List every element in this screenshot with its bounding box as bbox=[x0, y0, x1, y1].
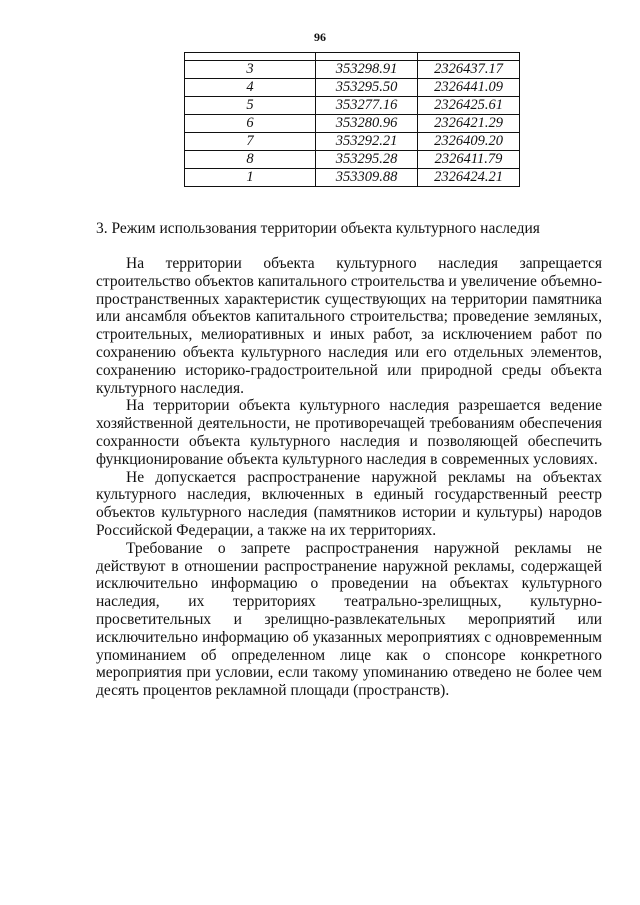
table-row bbox=[185, 53, 520, 61]
point-number-cell: 6 bbox=[185, 115, 316, 133]
y-coordinate-cell: 2326437.17 bbox=[418, 61, 520, 79]
point-number-cell: 7 bbox=[185, 133, 316, 151]
paragraph-restrictions: На территории объекта культурного наследия запрещается строительство объектов капитального строительства и увеличение объемно-пространственных характеристик существующих на территории памятника или ансамбля объектов капитального строительства; проведение земляных, строительных, мелиоративных и иных работ, за исключением работ по сохранению объекта культурного наследия или его отдельных элементов, сохранению историко-градостроительной или природной среды объекта культурного наследия. bbox=[96, 255, 602, 397]
table-row bbox=[185, 133, 520, 151]
point-number-cell: 4 bbox=[185, 79, 316, 97]
x-coordinate-cell: 353292.21 bbox=[316, 133, 418, 151]
point-number-cell: 5 bbox=[185, 97, 316, 115]
x-coordinate-cell: 353295.28 bbox=[316, 151, 418, 169]
table-row bbox=[185, 169, 520, 187]
point-number-cell: 3 bbox=[185, 61, 316, 79]
paragraph-advertising-ban: Не допускается распространение наружной рекламы на объектах культурного наследия, включенных в единый государственный реестр объектов культурного наследия (памятников истории и культуры) народов Российской Федерации, а также на их территориях. bbox=[96, 468, 602, 539]
table-row bbox=[185, 115, 520, 133]
point-number-cell: 1 bbox=[185, 169, 316, 187]
point-number-cell: 8 bbox=[185, 151, 316, 169]
y-coordinate-cell: 2326409.20 bbox=[418, 133, 520, 151]
page-number: 96 bbox=[314, 30, 326, 44]
y-coordinate-cell: 2326424.21 bbox=[418, 169, 520, 187]
paragraph-advertising-exception: Требование о запрете распространения наружной рекламы не действуют в отношении распространение наружной рекламы, содержащей исключительно информацию о проведении на объектах культурного наследия, их территориях театрально-зрелищных, культурно-просветительных и зрелищно-развлекательных мероприятий или исключительно информацию об указанных мероприятиях с одновременным упоминанием об определенном лице как о спонсоре конкретного мероприятия при условии, если такому упоминанию отведено не более чем десять процентов рекламной площади (пространств). bbox=[96, 539, 602, 700]
coordinates-table bbox=[184, 52, 520, 187]
x-coordinate-cell: 353298.91 bbox=[316, 61, 418, 79]
y-coordinate-cell: 2326425.61 bbox=[418, 97, 520, 115]
y-coordinate-cell: 2326421.29 bbox=[418, 115, 520, 133]
table-row bbox=[185, 79, 520, 97]
paragraph-permitted-activity: На территории объекта культурного наследия разрешается ведение хозяйственной деятельности, не противоречащей требованиям обеспечения сохранности объекта культурного наследия и позволяющей обеспечить функционирование объекта культурного наследия в современных условиях. bbox=[96, 397, 602, 468]
x-coordinate-cell: 353295.50 bbox=[316, 79, 418, 97]
x-coordinate-cell: 353280.96 bbox=[316, 115, 418, 133]
x-coordinate-cell bbox=[316, 53, 418, 61]
y-coordinate-cell: 2326441.09 bbox=[418, 79, 520, 97]
section-body bbox=[96, 255, 602, 700]
y-coordinate-cell bbox=[418, 53, 520, 61]
table-row bbox=[185, 151, 520, 169]
x-coordinate-cell: 353277.16 bbox=[316, 97, 418, 115]
table-row bbox=[185, 61, 520, 79]
x-coordinate-cell: 353309.88 bbox=[316, 169, 418, 187]
y-coordinate-cell: 2326411.79 bbox=[418, 151, 520, 169]
section-heading: 3. Режим использования территории объекта культурного наследия bbox=[96, 220, 540, 237]
point-number-cell bbox=[185, 53, 316, 61]
table-row bbox=[185, 97, 520, 115]
